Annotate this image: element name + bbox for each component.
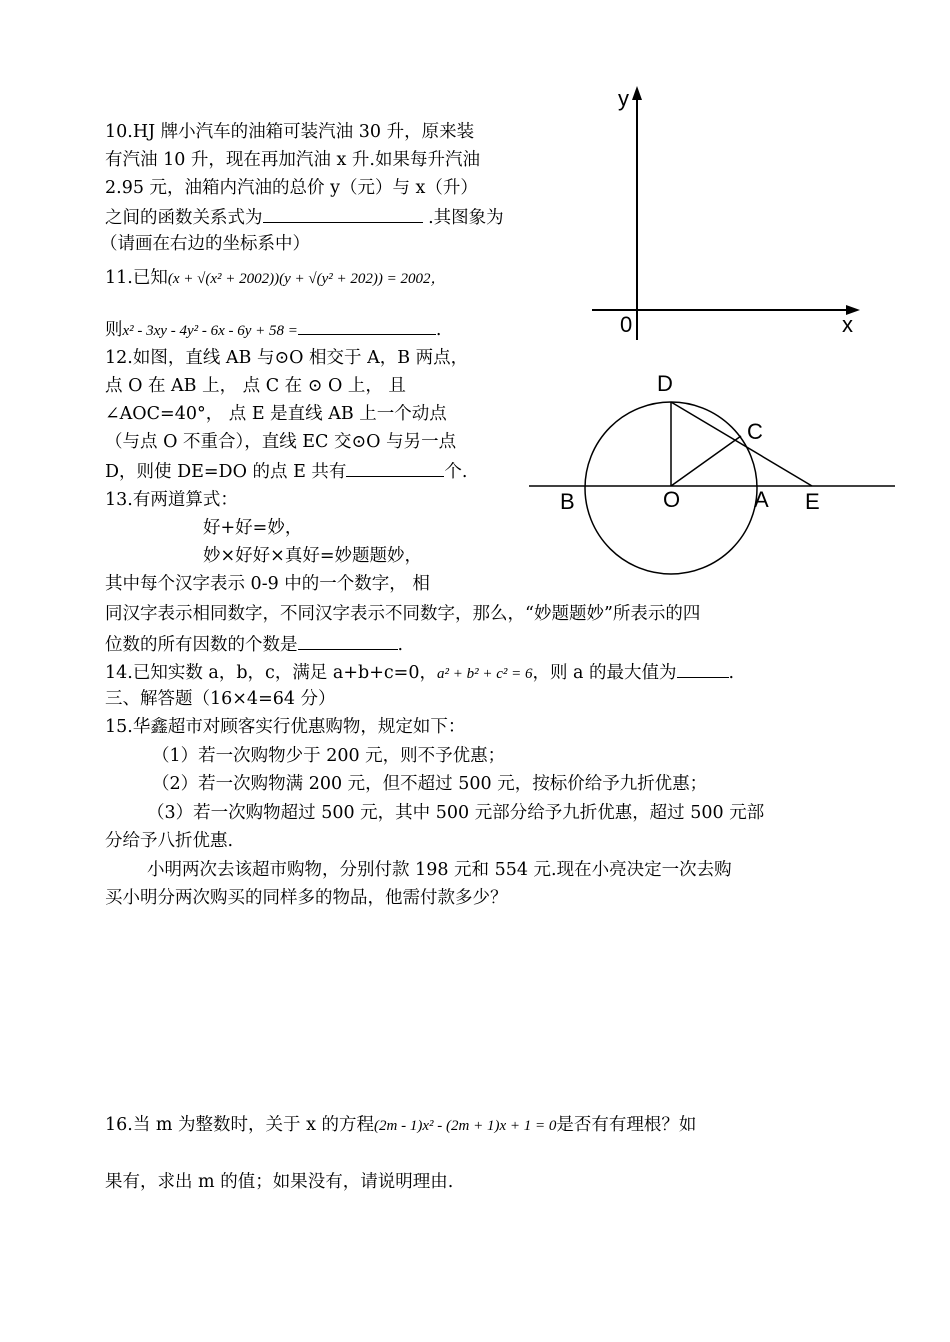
q11-answer-blank[interactable]: [298, 316, 436, 335]
q10-line-4: [105, 204, 504, 230]
q15-rule-2: （2）若一次购物满 200 元，但不超过 500 元，按标价给予九折优惠；: [152, 774, 708, 794]
point-o-label: O: [663, 487, 681, 512]
point-b-label: B: [560, 489, 575, 514]
q15-rule-3: （3）若一次购物超过 500 元，其中 500 元部分给予九折优惠，超过 500 元部: [147, 803, 765, 823]
q16-pre: 16.当 m 为整数时，关于 x 的方程: [105, 1115, 375, 1135]
q14-post: ，则 a 的最大值为: [532, 663, 677, 683]
q13-line-5: [105, 631, 403, 657]
q14-formula: a² + b² + c² = 6: [436, 666, 533, 682]
q10-line-1: 10.HJ 牌小汽车的油箱可装汽油 30 升，原来装: [105, 122, 475, 142]
point-d-label: D: [657, 371, 673, 396]
point-e-label: E: [805, 489, 820, 514]
origin-label: 0: [620, 312, 633, 337]
q16-line-1: [105, 1113, 696, 1138]
q12-line-5: [105, 458, 467, 484]
q15-rule-3b: 分给予八折优惠.: [105, 831, 234, 851]
q12-line-4: （与点 O 不重合），直线 EC 交⊙O 与另一点: [105, 432, 457, 452]
q15-line-1: 15.华鑫超市对顾客实行优惠购物，规定如下：: [105, 717, 466, 737]
q14-line: [105, 659, 734, 686]
point-c-label: C: [747, 419, 763, 444]
circle-geometry-figure: [525, 365, 900, 575]
q13-eq2: 妙×好好×真好=妙题题妙，: [203, 546, 422, 566]
q11-line-1: [105, 266, 446, 291]
q13-line-4: 同汉字表示相同数字，不同汉字表示不同数字，那么，“妙题题妙”所表示的四: [105, 604, 701, 624]
q12-answer-blank[interactable]: [346, 458, 444, 477]
q12-line-1: 12.如图，直线 AB 与⊙O 相交于 A，B 两点，: [105, 348, 469, 368]
q13-line-3: 其中每个汉字表示 0-9 中的一个数字， 相: [105, 574, 430, 594]
q13-line-5-text: 位数的所有因数的个数是: [105, 635, 298, 655]
q10-answer-blank[interactable]: [263, 204, 423, 223]
q11-then: 则: [105, 320, 123, 340]
q11-line-2: [105, 316, 442, 343]
q15-para-1: 小明两次去该超市购物，分别付款 198 元和 554 元.现在小亮决定一次去购: [147, 860, 732, 880]
q12-line-2: 点 O 在 AB 上， 点 C 在 ⊙ O 上， 且: [105, 376, 406, 396]
q16-formula: (2m - 1)x² - (2m + 1)x + 1 = 0: [374, 1118, 557, 1134]
x-axis-label: x: [842, 312, 853, 337]
q13-answer-blank[interactable]: [298, 631, 398, 650]
q14-answer-blank[interactable]: [677, 659, 729, 678]
q12-last-text: D，则使 DE=DO 的点 E 共有: [105, 462, 347, 482]
q15-para-2: 买小明分两次购买的同样多的物品，他需付款多少？: [105, 888, 508, 908]
q14-end: .: [728, 663, 735, 683]
q11-end: .: [435, 320, 442, 340]
q16-post: 是否有有理根？如: [556, 1115, 697, 1135]
q12-line-3: ∠AOC=40°， 点 E 是直线 AB 上一个动点: [105, 404, 447, 424]
q10-line-4-tail: .其图象为: [422, 208, 504, 228]
y-axis-label: y: [618, 86, 629, 111]
q10-line-5: （请画在右边的坐标系中）: [100, 234, 310, 254]
q10-line-4-text: 之间的函数关系式为: [105, 208, 263, 228]
q10-line-2: 有汽油 10 升，现在再加汽油 x 升.如果每升汽油: [105, 150, 480, 170]
q16-line-2: 果有，求出 m 的值；如果没有，请说明理由.: [105, 1172, 454, 1192]
q13-title: 13.有两道算式：: [105, 490, 238, 510]
q12-last-tail: 个.: [444, 462, 468, 482]
q11-expr: x² - 3xy - 4y² - 6x - 6y + 58 =: [122, 323, 298, 339]
y-axis-arrow: [632, 86, 642, 100]
section-3-heading: 三、解答题（16×4=64 分）: [105, 689, 336, 709]
point-a-label: A: [754, 487, 769, 512]
q11-prefix: 11.已知: [105, 268, 168, 288]
q13-line-5-tail: .: [397, 635, 404, 655]
q11-formula: (x + √(x² + 2002))(y + √(y² + 202)) = 2002，: [167, 271, 446, 287]
q13-eq1: 好+好=妙，: [203, 518, 303, 538]
coordinate-axes-figure: [580, 80, 870, 350]
line-de: [671, 402, 812, 486]
segment-oc: [671, 436, 741, 486]
q15-rule-1: （1）若一次购物少于 200 元，则不予优惠；: [152, 746, 506, 766]
q10-line-3: 2.95 元，油箱内汽油的总价 y（元）与 x（升）: [105, 178, 478, 198]
q14-pre: 14.已知实数 a，b，c，满足 a+b+c=0，: [105, 663, 437, 683]
